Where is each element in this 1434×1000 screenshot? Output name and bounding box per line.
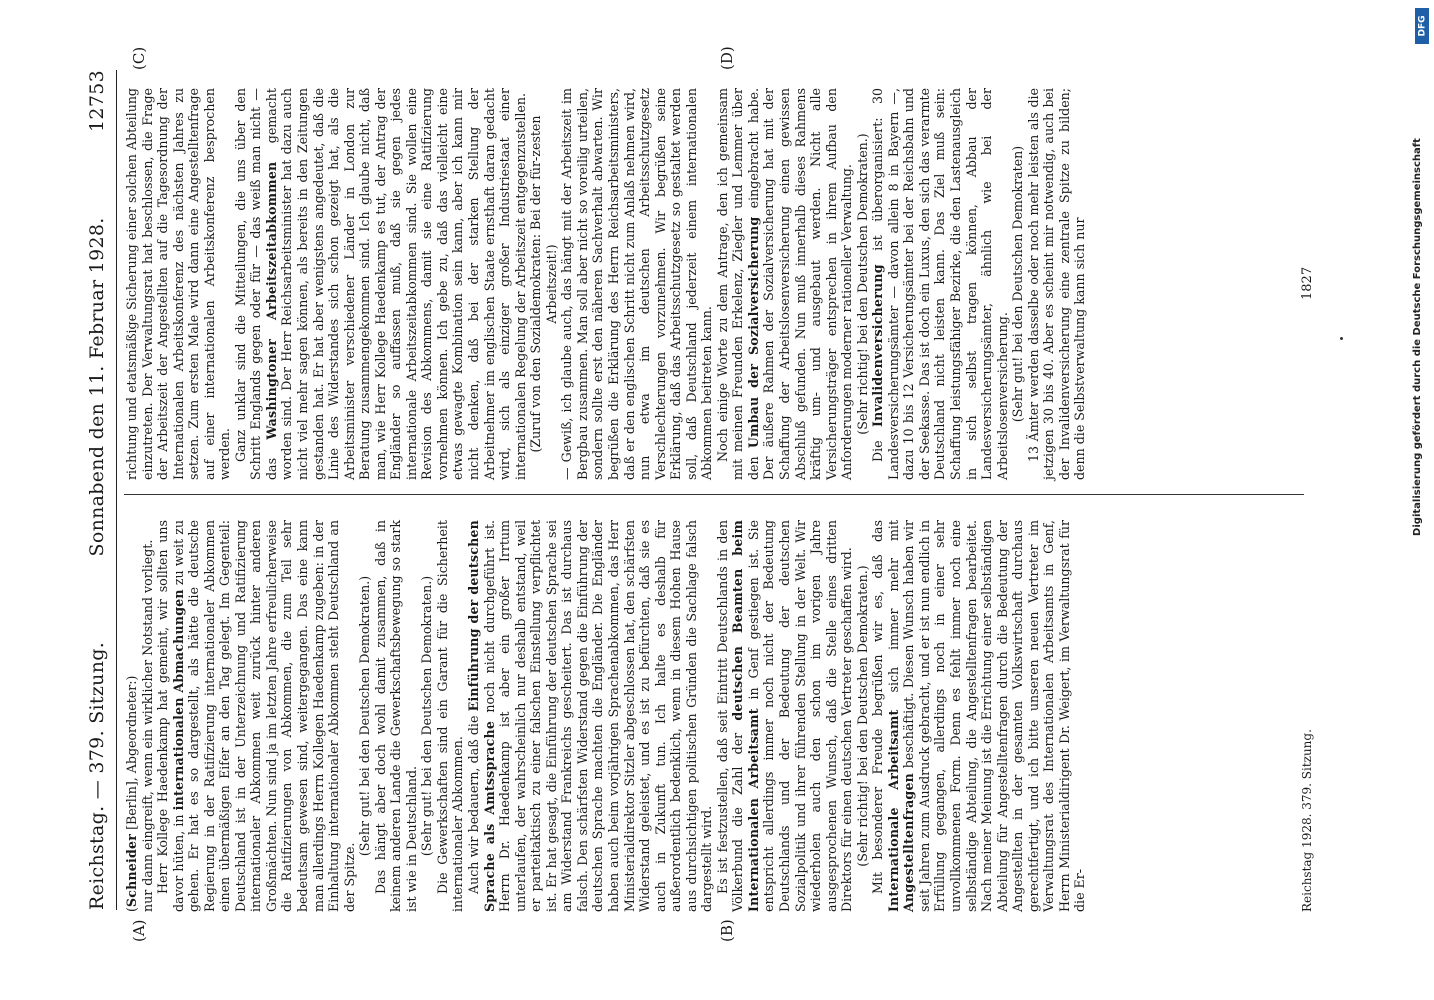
paragraph-text: nur dann eingreift, wenn ein wirklicher Notstand vorliegt.	[139, 539, 155, 912]
spaced-emphasis: internationalen Abmachungen	[170, 589, 186, 811]
paragraph-text: gemacht worden sind. Der Herr Reichsarbeitsminister hat dazu auch nicht viel mehr sagen können, als bereits in den Zeitungen gestanden hat. Er hat aber wenigstens angedeutet, daß die Linie des Widerstandes sich schon gezeigt hat, als die Arbeitsminister verschiedener Länder in London zur Beratung zusammengekommen sind. Ich glaube nicht, daß man, wie Herr Kollege Haedenkamp es tut, der Antrag der Engländer so auffassen muß, daß sie gegen jedes internationale Arbeitszeitabkommen sind. Sie wollen eine Revision des Abkommens, damit sie eine Ratifizierung vornehmen können. Ich gebe zu, daß das vielleicht eine etwas gewagte Kombination sein kann, aber ich kann mir nicht denken, daß bei der starken Stellung der Arbeitnehmer im englischen Staate ernsthaft daran gedacht wird, sich als einziger großer Industriestaat einer internationalen Regelung der Arbeitszeit entgegenzustellen.	[263, 88, 528, 480]
interjection: (Sehr gut! bei den Deutschen Demokraten.)	[419, 575, 435, 857]
spaced-emphasis: Washingtoner Arbeitszeitabkommen	[263, 161, 279, 440]
footer-imprint: Reichstag 1928. 379. Sitzung.	[1300, 729, 1314, 912]
paragraph	[466, 520, 715, 912]
footer-sheet-number: 1827	[1300, 266, 1315, 300]
margin-mark-c: (C)	[130, 46, 148, 70]
paragraph	[140, 520, 156, 912]
interjection: (Sehr gut! bei den Deutschen Demokraten.)	[357, 575, 373, 857]
paragraph-text: Herr Kollege Haedenkamp hat gemeint, wir sollten uns davor hüten, in	[155, 520, 186, 912]
interjection: (Sehr richtig! bei den Deutschen Demokraten.)	[854, 565, 870, 867]
paragraph	[870, 520, 1088, 912]
paragraph-text: eingebracht habe. Der äußere Rahmen der Sozialversicherung hat mit der Schaffung der Arbeitslosenversicherung einen gewissen Abschluß gefunden. Nun muß innerhalb dieses Rahmens kräftig um- und ausgebaut werden. Nicht alle Versicherungsträger entsprechen in ihrem Aufbau den Anforderungen moderner rationeller Verwaltung.	[745, 88, 855, 480]
paragraph	[373, 520, 420, 912]
paragraph-text: Mit besonderer Freude begrüßen wir es, daß das	[870, 520, 886, 894]
paragraph-text: Ganz unklar sind die Mitteilungen, die uns über den Schritt Englands gegen oder für — das weiß man nicht — das	[232, 88, 279, 480]
header-date: Sonnabend den 11. Februar 1928.	[86, 217, 108, 557]
paragraph-text: 13 Ämter werden dasselbe oder noch mehr leisten als die jetzigen 30 bis 40. Aber es scheint mir notwendig, auch bei der Invalidenversicherung eine zentrale Spitze zu bilden; denn die Selbstverwaltung kann sich nur	[1025, 88, 1088, 480]
page-header	[86, 70, 112, 910]
paragraph-text: Noch einige Worte zu dem Antrage, den ich gemeinsam mit meinen Freunden Erkelenz, Ziegler und Lemmer über den	[714, 88, 761, 480]
paragraph	[435, 520, 466, 912]
paragraph-text: zu weit zu gehen. Er hat es so dargestellt, als hätte die deutsche Regierung in der Ratifizierung internationaler Abkommen einen übermäßigen Eifer an den Tag gelegt. Im Gegenteil: Deutschland ist in der Unterzeichnung und Ratifizierung internationaler Abkommen weit zurück hinter anderen Großmächten. Nun sind ja im letzten Jahre erfreulicherweise die Ratifizierungen von Abkommen, die zum Teil sehr bedeutsam gewesen sind, weitergegangen. Das eine kann man allerdings Herrn Kollegen Haedenkamp zugeben: in der Einhaltung internationaler Abkommen steht Deutschland an der Spitze.	[170, 520, 357, 912]
page-number: 12753	[86, 70, 108, 132]
paragraph	[559, 88, 714, 480]
paragraph	[715, 88, 855, 480]
paragraph-text: Die Gewerkschaften sind ein Garant für die Sicherheit internationaler Abkommen.	[434, 520, 466, 912]
paragraph-text: Die	[870, 426, 886, 462]
interjection: (Sehr gut! bei den Deutschen Demokraten)	[1010, 145, 1026, 423]
digitization-credit	[1414, 8, 1430, 598]
speaker-affiliation: [Berlin], Abgeordneter:)	[124, 675, 139, 834]
header-session: Reichstag. — 379. Sitzung.	[86, 641, 108, 910]
funding-credit-text: Digitalisierung gefördert durch die Deutsche Forschungsgemeinschaft	[1412, 138, 1423, 536]
speaker-name: Schneider	[124, 833, 139, 908]
column-divider	[124, 494, 1304, 495]
print-speck	[1340, 337, 1343, 340]
paragraph-text: Das hängt aber doch wohl damit zusammen, daß in keinem anderen Lande die Gewerkschaftsbewegung so stark ist wie in Deutschland.	[372, 520, 419, 912]
paragraph	[124, 88, 233, 480]
margin-mark-d: (D)	[718, 46, 736, 70]
margin-mark-b: (B)	[718, 919, 736, 942]
spaced-emphasis: Einführung der deutschen Sprache als Amtssprache	[466, 519, 497, 912]
paragraph-text: sich immer mehr mit	[885, 520, 901, 710]
paragraph	[233, 88, 528, 480]
paragraph-text: noch nicht durchgeführt ist. Herrn Dr. Haedenkamp ist aber ein großer Irrtum unterlaufen, der wahrscheinlich nur deshalb entstand, weil er parteitaktisch zu einer falschen Einstellung verpflichtet ist. Er hat gesagt, die Einführung der deutschen Sprache sei am Widerstand Frankreichs gescheitert. Das ist durchaus falsch. Den schärfsten Widerstand gegen die Einführung der deutschen Sprache machten die Engländer. Die Engländer haben auch beim vorjährigen Sprachenabkommen, das Herr Ministerialdirektor Sitzler abgeschlossen hat, den schärfsten Widerstand geleistet, und es ist zu befürchten, daß sie es auch in Zukunft tun. Ich halte es deshalb für außerordentlich bedenklich, wenn in diesem Hohen Hause aus durchsichtigen politischen Gründen die Sachlage falsch dargestellt wird.	[481, 519, 715, 912]
dfg-logo: DFG	[1415, 8, 1429, 44]
paragraph	[715, 520, 855, 912]
paragraph-text: in Genf gestiegen ist. Sie entspricht allerdings immer noch nicht der Bedeutung Deutschlands und der Bedeutung der deutschen Sozialpolitik und ihrer führenden Stellung in der Welt. Wir wiederholen auch den schon im vorigen Jahre ausgesprochenen Wunsch, daß die Stelle eines dritten Direktors für einen deutschen Vertreter geschaffen wird.	[745, 519, 855, 912]
paragraph-text: richtung und etatsmäßige Sicherung einer solchen Abteilung einzutreten. Der Verwaltungsrat hat beschlossen, die Frage der Arbeitszeit der Angestellten auf die Tagesordnung der Internationalen Arbeitskonferenz des nächsten Jahres zu setzen. Zum ersten Male wird dann eine Angestelltenfrage auf einer internationalen Arbeitskonferenz besprochen werden.	[124, 88, 233, 480]
interjection: (Zuruf von den Sozialdemokraten: Bei der für-zesten Arbeitszeit!)	[528, 115, 559, 453]
spaced-emphasis: Umbau der Sozialversicherung	[745, 216, 761, 449]
interjection: (Sehr richtig! bei den Deutschen Demokraten.)	[854, 133, 870, 435]
paragraph	[155, 520, 357, 912]
paragraph-text: beschäftigt. Diesen Wunsch haben wir seit Jahren zum Ausdruck gebracht, und er ist nun endlich in Erfüllung gegangen, allerdings noch in einer sehr unvollkommenen Form. Denn es fehlt immer noch eine selbständige Abteilung, die Angestelltenfragen bearbeitet. Nach meiner Meinung ist die Errichtung einer selbständigen Abteilung für Angestelltenfragen durch die Bedeutung der Angestellten in der gesamten Volkswirtschaft durchaus gerechtfertigt, und ich bitte unseren neuen Vertreter im Verwaltungsrat des Internationalen Arbeitsamts in Genf, Herrn Ministerialdirigent Dr. Weigert, im Verwaltungsrat für die Er-	[901, 520, 1088, 912]
paragraph-text: Es ist festzustellen, daß seit Eintritt Deutschlands in den Völkerbund die Zahl der	[714, 520, 746, 912]
paragraph-text: — Gewiß, ich glaube auch, das hängt mit der Arbeitszeit im Bergbau zusammen. Man soll aber nicht so voreilig urteilen, sondern sollte erst den näheren Sachverhalt abwarten. Wir begrüßen die Erklärung des Herrn Reichsarbeitsministers, daß er den englischen Schritt nicht zum Anlaß nehmen wird, nun etwa im deutschen Arbeitsschutzgesetz Verschlechterungen vorzunehmen. Wir begrüßen seine Erklärung, daß das Arbeitsschutzgesetz so gestaltet werden soll, daß Deutschland jederzeit einem internationalen Abkommen beitreten kann.	[559, 88, 715, 480]
paragraph-text: ist überorganisiert: 30 Landesversicherungsämter — davon allein 8 in Bayern —, dazu 10 bis 12 Versicherungsämter bei der Reichsbahn und der Seekasse. Das ist doch ein Luxus, den sich das verarmte Deutschland nicht leisten kann. Das Ziel muß sein: Schaffung leistungsfähiger Bezirke, die den Lastenausgleich in sich selbst tragen können, Abbau der Landesversicherungsämter, ähnlich wie bei der Arbeitslosenversicherung.	[870, 88, 1010, 480]
header-rule	[116, 70, 117, 910]
left-text-column	[124, 520, 1088, 912]
spaced-emphasis: deutschen Beamten beim Internationalen Arbeitsamt	[730, 520, 761, 912]
speaker-line: (Schneider [Berlin], Abgeordneter:)	[124, 675, 139, 912]
paragraph-text: Auch wir bedauern, daß die	[466, 711, 482, 894]
right-text-column	[124, 88, 1088, 480]
spaced-emphasis: Internationale Arbeitsamt	[885, 709, 901, 912]
spaced-emphasis: Angestelltenfragen	[901, 772, 917, 912]
paragraph	[1026, 88, 1088, 480]
margin-mark-a: (A)	[130, 919, 148, 942]
paragraph	[870, 88, 1010, 480]
spaced-emphasis: Invalidenversicherung	[870, 264, 886, 427]
